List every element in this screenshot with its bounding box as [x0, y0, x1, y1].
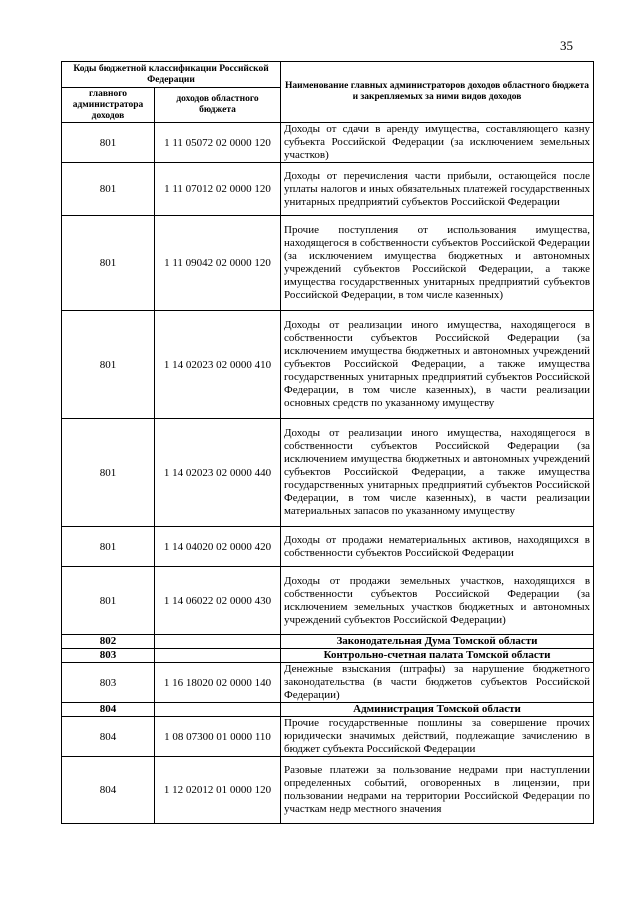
admin-code-cell: 801 [62, 163, 155, 216]
income-name-cell: Прочие поступления от использования имущества, находящегося в собственности субъектов Российской Федерации (за исключением имущества бюджетных и автономных учреждений субъектов Российской Федерации, а также имущества государственных унитарных предприятий субъектов Российской Федерации, в том числе казенных) [281, 216, 594, 311]
income-name-cell: Доходы от продажи нематериальных активов, находящихся в собственности субъектов Российской Федерации [281, 527, 594, 567]
income-code-cell: 1 08 07300 01 0000 110 [155, 717, 281, 757]
section-row [62, 635, 594, 649]
table-row [62, 123, 594, 163]
admin-code-cell: 801 [62, 123, 155, 163]
section-empty-cell [155, 703, 281, 717]
table-row [62, 717, 594, 757]
income-code-cell: 1 11 09042 02 0000 120 [155, 216, 281, 311]
table-row [62, 527, 594, 567]
admin-code-cell: 804 [62, 717, 155, 757]
admin-code-cell: 803 [62, 663, 155, 703]
table-row [62, 757, 594, 824]
income-code-cell: 1 14 06022 02 0000 430 [155, 567, 281, 635]
section-admin-code: 804 [62, 703, 155, 717]
income-name-cell: Доходы от сдачи в аренду имущества, составляющего казну субъекта Российской Федерации (за исключением земельных участков) [281, 123, 594, 163]
income-code-cell: 1 14 04020 02 0000 420 [155, 527, 281, 567]
admin-code-cell: 801 [62, 311, 155, 419]
header-codes-group: Коды бюджетной классификации Российской Федерации [62, 62, 281, 88]
section-admin-code: 803 [62, 649, 155, 663]
admin-code-cell: 804 [62, 757, 155, 824]
income-name-cell: Разовые платежи за пользование недрами при наступлении определенных событий, оговоренных в лицензии, при пользовании недрами на территории Российской Федерации по участкам недр местного значения [281, 757, 594, 824]
table-row [62, 216, 594, 311]
income-code-cell: 1 14 02023 02 0000 410 [155, 311, 281, 419]
header-income-column: доходов областного бюджета [155, 88, 281, 123]
section-row [62, 703, 594, 717]
income-name-cell: Доходы от перечисления части прибыли, остающейся после уплаты налогов и иных обязательных платежей государственных унитарных предприятий субъектов Российской Федерации [281, 163, 594, 216]
section-title: Контрольно-счетная палата Томской области [281, 649, 594, 663]
section-admin-code: 802 [62, 635, 155, 649]
table-row [62, 567, 594, 635]
section-empty-cell [155, 635, 281, 649]
section-title: Администрация Томской области [281, 703, 594, 717]
table-row [62, 663, 594, 703]
income-name-cell: Доходы от реализации иного имущества, находящегося в собственности субъектов Российской Федерации (за исключением имущества бюджетных и автономных учреждений субъектов Российской Федерации, а также имущества государственных унитарных предприятий субъектов Российской Федерации, в том числе казенных), в части реализации основных средств по указанному имуществу [281, 311, 594, 419]
table-row [62, 163, 594, 216]
section-row [62, 649, 594, 663]
header-admin-column: главного администратора доходов [62, 88, 155, 123]
income-code-cell: 1 11 07012 02 0000 120 [155, 163, 281, 216]
page-number: 35 [560, 38, 573, 53]
income-name-cell: Доходы от реализации иного имущества, находящегося в собственности субъектов Российской Федерации (за исключением имущества бюджетных и автономных учреждений субъектов Российской Федерации, а также имущества государственных унитарных предприятий субъектов Российской Федерации, в том числе казенных), в части реализации материальных запасов по указанному имуществу [281, 419, 594, 527]
admin-code-cell: 801 [62, 527, 155, 567]
admin-code-cell: 801 [62, 216, 155, 311]
income-name-cell: Денежные взыскания (штрафы) за нарушение бюджетного законодательства (в части бюджетов субъектов Российской Федерации) [281, 663, 594, 703]
section-empty-cell [155, 649, 281, 663]
admin-code-cell: 801 [62, 419, 155, 527]
income-code-cell: 1 11 05072 02 0000 120 [155, 123, 281, 163]
budget-classification-table [61, 61, 594, 824]
admin-code-cell: 801 [62, 567, 155, 635]
income-code-cell: 1 14 02023 02 0000 440 [155, 419, 281, 527]
table-row [62, 419, 594, 527]
income-code-cell: 1 16 18020 02 0000 140 [155, 663, 281, 703]
income-code-cell: 1 12 02012 01 0000 120 [155, 757, 281, 824]
income-name-cell: Доходы от продажи земельных участков, находящихся в собственности субъектов Российской Федерации (за исключением земельных участков бюджетных и автономных учреждений субъектов Российской Федерации) [281, 567, 594, 635]
table-body [62, 123, 594, 824]
header-name-column: Наименование главных администраторов доходов областного бюджета и закрепляемых за ними видов доходов [281, 62, 594, 123]
table-row [62, 311, 594, 419]
section-title: Законодательная Дума Томской области [281, 635, 594, 649]
income-name-cell: Прочие государственные пошлины за совершение прочих юридически значимых действий, подлежащие зачислению в бюджет субъекта Российской Федерации [281, 717, 594, 757]
